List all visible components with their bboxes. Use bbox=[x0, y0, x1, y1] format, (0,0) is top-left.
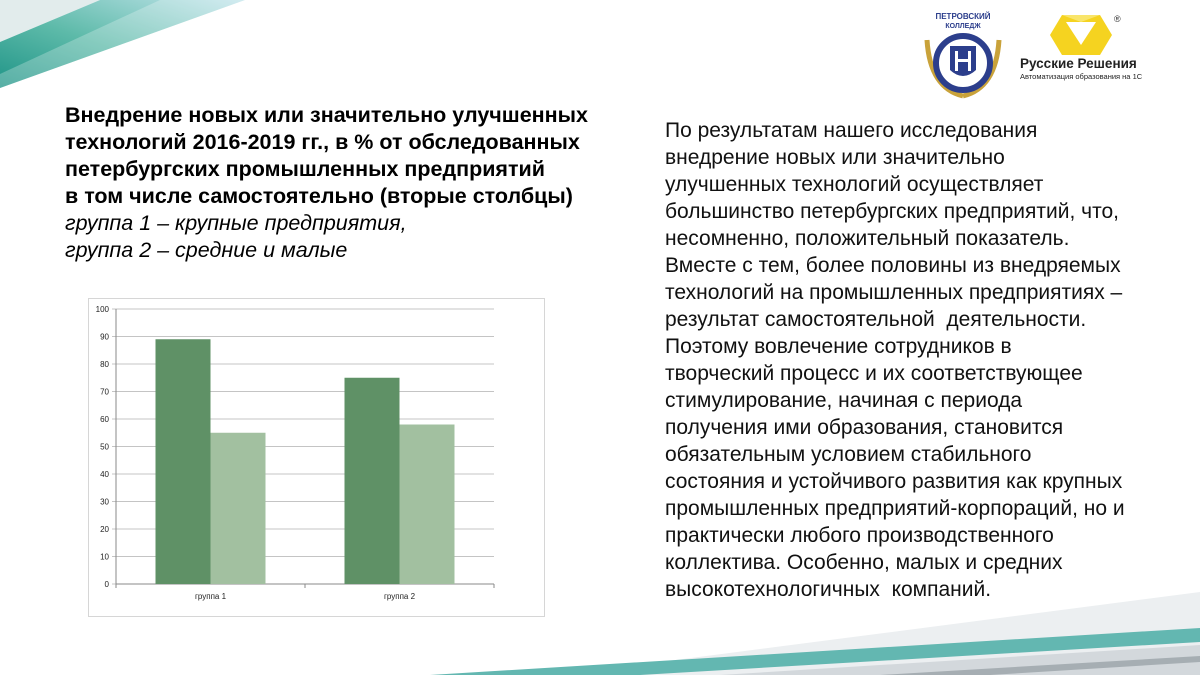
y-tick-label: 100 bbox=[95, 305, 109, 314]
college-logo-line1: ПЕТРОВСКИЙ bbox=[935, 12, 991, 21]
bar-cat2-series1 bbox=[345, 378, 400, 584]
body-line: результат самостоятельной деятельности. bbox=[665, 308, 1087, 331]
registered-mark: ® bbox=[1114, 14, 1121, 24]
y-tick-label: 0 bbox=[104, 580, 109, 589]
body-line: творческий процесс и их соответствующее bbox=[665, 362, 1083, 385]
body-line: высокотехнологичных компаний. bbox=[665, 578, 992, 601]
body-line: большинство петербургских предприятий, что, bbox=[665, 200, 1119, 223]
x-category-label: группа 2 bbox=[383, 592, 416, 601]
caption-line: Внедрение новых или значительно улучшенных bbox=[65, 103, 588, 127]
russkie-resheniya-logo bbox=[1020, 14, 1143, 81]
y-tick-label: 50 bbox=[100, 442, 109, 452]
body-line: состояния и устойчивого развития как крупных bbox=[665, 470, 1123, 493]
bar-cat2-series2 bbox=[400, 425, 455, 585]
group-legend-line: группа 2 – средние и малые bbox=[65, 238, 348, 262]
russkie-resheniya-name: Русские Решения bbox=[1020, 56, 1137, 71]
y-tick-label: 20 bbox=[100, 525, 109, 534]
russkie-resheniya-tagline: Автоматизация образования на 1С bbox=[1020, 72, 1143, 81]
body-line: промышленных предприятий-корпораций, но и bbox=[665, 497, 1125, 520]
body-line: обязательным условием стабильного bbox=[665, 443, 1032, 466]
body-line: Вместе с тем, более половины из внедряемых bbox=[665, 254, 1121, 277]
body-paragraph bbox=[665, 117, 1125, 603]
caption-line: технологий 2016-2019 гг., в % от обследованных bbox=[65, 130, 580, 154]
body-line: По результатам нашего исследования bbox=[665, 119, 1038, 142]
y-tick-label: 30 bbox=[100, 497, 109, 507]
body-line: несомненно, положительный показатель. bbox=[665, 227, 1070, 250]
body-line: коллектива. Особенно, малых и средних bbox=[665, 551, 1063, 574]
body-line: внедрение новых или значительно bbox=[665, 146, 1005, 169]
y-tick-label: 60 bbox=[100, 415, 109, 424]
x-category-label: группа 1 bbox=[194, 592, 227, 601]
decor-top-left bbox=[0, 0, 260, 96]
bar-chart-svg bbox=[89, 299, 544, 616]
college-logo bbox=[927, 12, 999, 96]
college-logo-line2: КОЛЛЕДЖ bbox=[945, 23, 981, 30]
caption-line: в том числе самостоятельно (вторые столбцы) bbox=[65, 184, 573, 208]
y-tick-label: 80 bbox=[100, 360, 109, 369]
y-tick-label: 10 bbox=[100, 552, 109, 562]
bar-cat1-series2 bbox=[211, 433, 266, 584]
body-line: получения ими образования, становится bbox=[665, 416, 1064, 439]
body-line: Поэтому вовлечение сотрудников в bbox=[665, 335, 1012, 358]
chart-caption bbox=[65, 102, 588, 264]
body-line: улучшенных технологий осуществляет bbox=[665, 173, 1044, 196]
caption-line: петербургских промышленных предприятий bbox=[65, 157, 545, 181]
y-tick-label: 90 bbox=[100, 332, 109, 342]
body-line: стимулирование, начиная с периода bbox=[665, 389, 1023, 412]
bar-cat1-series1 bbox=[156, 339, 211, 584]
y-tick-label: 70 bbox=[100, 387, 109, 397]
bar-chart bbox=[88, 298, 545, 617]
body-line: технологий на промышленных предприятиях – bbox=[665, 281, 1123, 304]
logos bbox=[900, 0, 1200, 100]
group-legend-line: группа 1 – крупные предприятия, bbox=[65, 211, 407, 235]
body-line: практически любого производственного bbox=[665, 524, 1054, 547]
y-tick-label: 40 bbox=[100, 470, 109, 479]
